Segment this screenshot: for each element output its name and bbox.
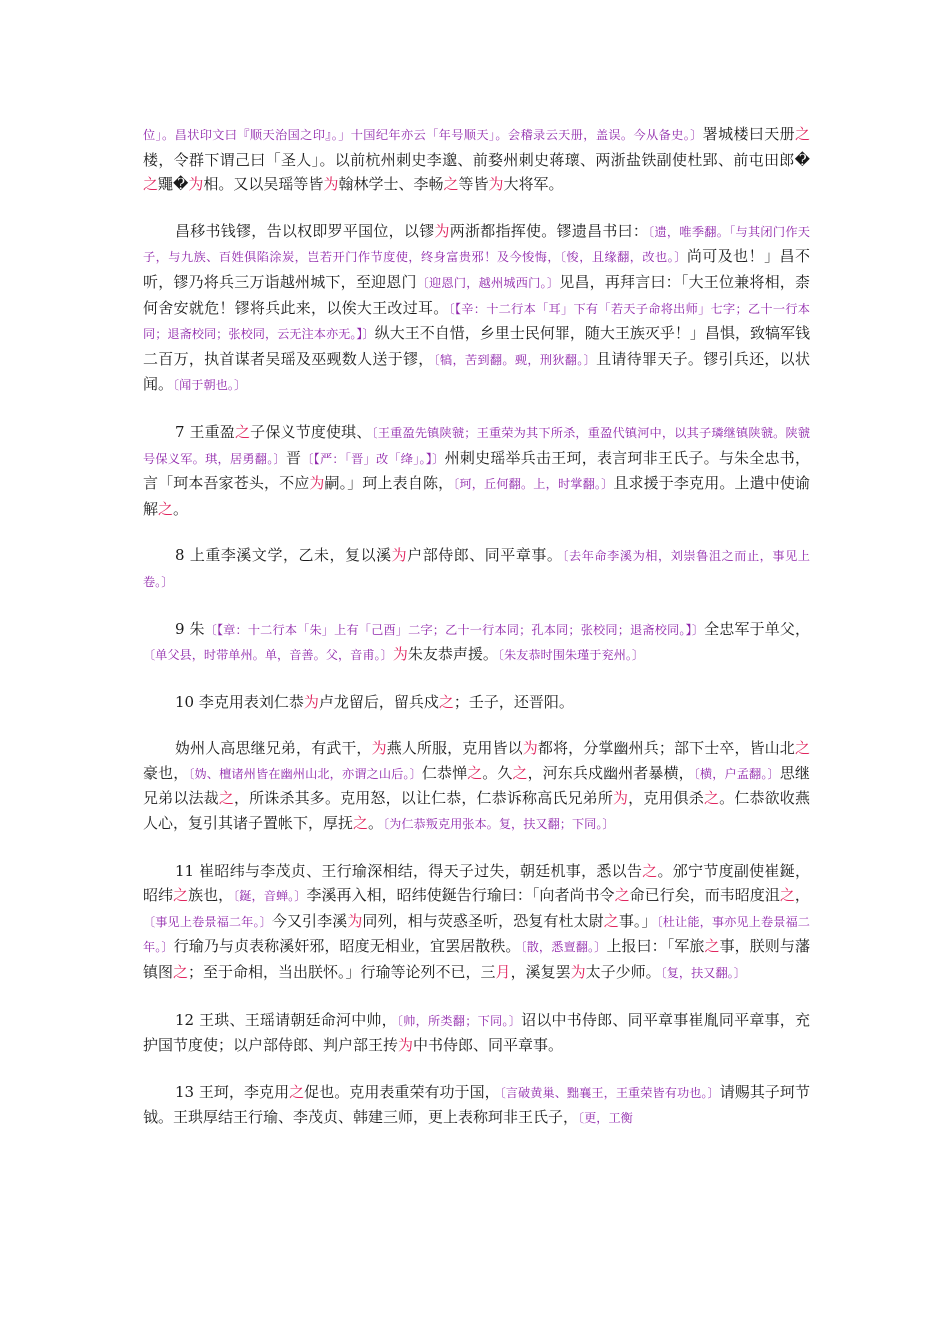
- main-text: 楼，令群下谓己曰「圣人」。以前杭州刺史李邈、前婺州刺史蒋瓌、两浙盐铁副使杜郢、前屯田郎�: [143, 150, 810, 169]
- highlighted-char: 之: [614, 886, 630, 905]
- main-text: 上报曰：「军旅: [606, 937, 705, 956]
- highlighted-char: 为: [347, 911, 363, 930]
- main-text: 妫州人高思继兄弟，有武干，: [175, 739, 372, 758]
- highlighted-char: 为: [391, 546, 408, 565]
- highlighted-char: 之: [467, 763, 483, 782]
- annotation-note: 〔去年命李溪为相，刘崇鲁沮之而止，事见上卷。〕: [143, 549, 810, 589]
- main-text: 。久: [482, 763, 513, 782]
- main-text: 李溪再入相，昭纬使鋋告行瑜曰：「向者尚书令: [306, 886, 615, 905]
- highlighted-char: 为: [613, 789, 629, 808]
- annotation-note: 〔犒，苦到翻。觋，刑狄翻。〕: [433, 352, 597, 367]
- main-text: 署城楼曰天册: [702, 125, 795, 143]
- annotation-note: 〔横，户孟翻。〕: [693, 766, 780, 781]
- main-text: 燕人所服，克用皆以: [386, 739, 523, 758]
- highlighted-char: 为: [522, 739, 538, 758]
- main-text: 嗣。」珂上表自陈，: [324, 474, 454, 493]
- main-text: 中书侍郎、同平章事。: [413, 1036, 564, 1055]
- main-text: 昌移书钱镠，告以权即罗平国位，以镠: [175, 221, 435, 240]
- main-text: 思继兄弟以法裁: [143, 763, 810, 808]
- highlighted-char: 之: [794, 739, 810, 758]
- main-text: 10 李克用表刘仁恭: [175, 692, 304, 711]
- main-text: 鼆�: [158, 175, 189, 194]
- annotation-note: 〔复，扶又翻。〕: [660, 966, 746, 981]
- highlighted-char: 为: [323, 175, 339, 194]
- highlighted-char: 为: [398, 1036, 414, 1055]
- main-text: 事，朕则与藩镇图: [143, 937, 810, 982]
- highlighted-char: 为: [392, 645, 408, 664]
- main-text: 见昌，再拜言曰：「大王位兼将相，柰何舍安就危！镠将兵此来，以俟大王改过耳。: [143, 272, 810, 317]
- annotation-note: 〔更，工衡: [578, 1111, 633, 1126]
- main-text: 同列，相与荧惑圣听，恐复有杜太尉: [362, 911, 604, 930]
- main-text: 翰林学士、李畅: [338, 175, 444, 194]
- main-text: ；至于命相，当出朕怀。」行瑜等论列不已，三: [188, 963, 496, 982]
- paragraph-p3: [143, 543, 810, 594]
- main-text: 豪也，: [143, 763, 189, 782]
- annotation-note: 〔散，悉亶翻。〕: [520, 940, 607, 955]
- paragraph-p6: [143, 736, 810, 836]
- main-text: 两浙都指挥使。镠遗昌书曰：: [449, 221, 649, 240]
- main-text: 户部侍郎、同平章事。: [407, 546, 563, 565]
- highlighted-char: 为: [488, 175, 504, 194]
- annotation-note: 〔帅，所类翻；下同。〕: [396, 1013, 522, 1028]
- highlighted-char: 之: [158, 499, 174, 518]
- highlighted-char: 之: [704, 937, 720, 956]
- annotation-note: 位」。昌状印文曰『顺天治国之印』。」十国纪年亦云「年号顺天」。会稽录云天册，盖误。今从备史。〕: [143, 128, 703, 142]
- annotation-note: 〔迎恩门，越州城西门。〕: [416, 275, 560, 290]
- main-text: 9 朱: [175, 619, 205, 638]
- highlighted-char: 之: [703, 789, 720, 808]
- paragraph-p0: [143, 122, 810, 197]
- annotation-note: 〔【辛：十二行本「耳」下有「若天子命将出师」七字；乙十一行本同；退斋校同；张校同，云无注本亦无。】〕: [143, 301, 810, 342]
- main-text: 诏以中书侍郎、同平章事崔胤同平章事，充护国节度使；以户部侍郎、判户部王抟: [143, 1010, 810, 1055]
- annotation-note: 〔妫、檀诸州皆在幽州山北，亦谓之山后。〕: [188, 766, 422, 781]
- annotation-note: 〔朱友恭时围朱瑾于兖州。〕: [497, 648, 645, 663]
- highlighted-char: 为: [303, 692, 319, 711]
- highlighted-char: 之: [173, 963, 189, 982]
- highlighted-char: 为: [434, 221, 450, 240]
- main-text: 行瑜乃与贞表称溪奸邪，昭度无相业，宜罢居散秩。: [173, 937, 521, 956]
- main-text: 尚可及也！」昌不听，镠乃将兵三万诣越州城下，至迎恩门: [143, 247, 810, 291]
- main-text: 卢龙留后，留兵戍: [318, 692, 439, 711]
- annotation-note: 〔事见上卷景福二年。〕: [143, 914, 272, 929]
- paragraph-p8: [143, 1008, 810, 1058]
- highlighted-char: 之: [143, 175, 159, 194]
- annotation-note: 〔珂，丘何翻。上，时掌翻。〕: [453, 477, 614, 492]
- highlighted-char: 之: [173, 886, 189, 905]
- highlighted-char: 之: [353, 814, 369, 833]
- main-text: 大将军。: [503, 175, 564, 194]
- main-text: 。邠宁节度副使崔鋋，昭纬: [143, 861, 810, 905]
- main-text: 子保义节度使琪、: [250, 422, 372, 441]
- highlighted-char: 之: [438, 692, 454, 711]
- main-text: 11 崔昭纬与李茂贞、王行瑜深相结，得天子过失，朝廷机事，悉以告: [175, 861, 643, 880]
- main-text: 13 王珂，李克用: [175, 1082, 290, 1101]
- main-text: 等皆: [458, 175, 489, 194]
- main-text: 。: [368, 814, 384, 833]
- highlighted-char: 为: [309, 474, 325, 493]
- main-text: 且求援于李克用。上遣中使谕解: [143, 474, 810, 518]
- main-text: 太子少师。: [585, 963, 661, 982]
- highlighted-char: 之: [779, 886, 795, 905]
- paragraph-p9: [143, 1080, 810, 1131]
- main-text: 纵大王不自惜，乡里士民何罪，随大王族灭乎！」昌惧，致犒军钱二百万，执首谋者吴瑶及巫觋数人送于镠，: [143, 324, 810, 368]
- highlighted-char: 之: [603, 911, 619, 930]
- annotation-note: 〔单父县，时带单州。单，音善。父，音甫。〕: [143, 648, 393, 663]
- annotation-note: 〔闻于朝也。〕: [173, 378, 247, 393]
- annotation-note: 〔杜让能，事亦见上卷景福二年。〕: [143, 914, 810, 955]
- highlighted-char: 之: [218, 789, 234, 808]
- main-text: ，克用俱杀: [628, 789, 704, 808]
- highlighted-char: 之: [794, 125, 810, 143]
- annotation-note: 〔【章：十二行本「朱」上有「己酉」二字；乙十一行本同；孔本同；张校同；退斋校同。】〕: [204, 622, 705, 637]
- main-text: 事。」: [618, 911, 657, 930]
- main-text: 仁恭惮: [421, 763, 468, 782]
- highlighted-char: 之: [512, 763, 528, 782]
- highlighted-char: 月: [495, 963, 511, 982]
- annotation-note: 〔遗，唯季翻。「与其闭门作天子，与九族、百姓俱陷涂炭，岂若开门作节度使，终身富贵邪！及今悛悔，〔悛，且缘翻，改也。〕: [143, 224, 810, 265]
- main-text: ；壬子，还晋阳。: [453, 692, 574, 711]
- main-text: ，: [794, 886, 810, 905]
- paragraph-p5: [143, 690, 810, 715]
- main-text: 请赐其子珂节钺。王珙厚结王行瑜、李茂贞、韩建三师，更上表称珂非王氏子，: [143, 1082, 810, 1127]
- annotation-note: 〔言破黄巢、黜襄王，王重荣皆有功也。〕: [499, 1085, 720, 1100]
- main-text: 命已行矣，而韦昭度沮: [629, 886, 780, 905]
- main-text: ，溪复罢: [510, 963, 571, 982]
- highlighted-char: 为: [188, 175, 204, 194]
- main-text: 7 王重盈: [175, 422, 235, 441]
- highlighted-char: 为: [570, 963, 586, 982]
- highlighted-char: 之: [234, 422, 251, 441]
- main-text: 全忠军于单父，: [704, 619, 811, 638]
- paragraph-p7: [143, 859, 810, 986]
- main-text: ，所诛杀其多。克用怒，以让仁恭，仁恭诉称高氏兄弟所: [233, 789, 613, 808]
- main-text: 促也。克用表重荣有功于国，: [304, 1082, 500, 1101]
- main-text: 。仁恭欲收燕人心，复引其诸子置帐下，厚抚: [143, 789, 810, 833]
- main-text: 朱友恭声援。: [407, 645, 498, 664]
- main-text: 今又引李溪: [271, 911, 348, 930]
- main-text: 12 王珙、王瑶请朝廷命河中帅，: [175, 1010, 397, 1029]
- annotation-note: 〔【严：「晋」改「绛」。】〕: [301, 451, 445, 466]
- highlighted-char: 之: [642, 861, 658, 880]
- main-text: ，河东兵戍幽州者暴横，: [527, 763, 694, 782]
- highlighted-char: 之: [443, 175, 459, 194]
- main-text: 。: [173, 499, 189, 518]
- paragraph-p1: [143, 219, 810, 398]
- annotation-note: 〔王重盈先镇陕虢；王重荣为其下所杀，重盈代镇河中，以其子璘继镇陕虢。陕虢号保义军。琪，居勇翻。〕: [143, 425, 810, 466]
- main-text: 晋: [285, 448, 302, 467]
- highlighted-char: 之: [289, 1082, 305, 1101]
- main-text: 相。又以吴瑶等皆: [203, 175, 324, 194]
- main-text: 族也，: [188, 886, 234, 905]
- main-text: 且请待罪天子。镠引兵还，以状闻。: [143, 349, 810, 394]
- paragraph-p2: [143, 420, 810, 521]
- paragraph-p4: [143, 617, 810, 668]
- main-text: 州刺史瑶举兵击王珂，表言珂非王氏子。与朱全忠书，言「珂本吾家苍头，不应: [143, 448, 810, 493]
- annotation-note: 〔鋋，音蝉。〕: [233, 889, 307, 904]
- annotation-note: 〔为仁恭叛克用张本。复，扶又翻；下同。〕: [383, 817, 615, 832]
- main-text: 都将，分掌幽州兵；部下士卒，皆山北: [537, 739, 795, 758]
- highlighted-char: 为: [371, 739, 387, 758]
- main-text: 8 上重李溪文学，乙未，复以溪: [175, 546, 392, 565]
